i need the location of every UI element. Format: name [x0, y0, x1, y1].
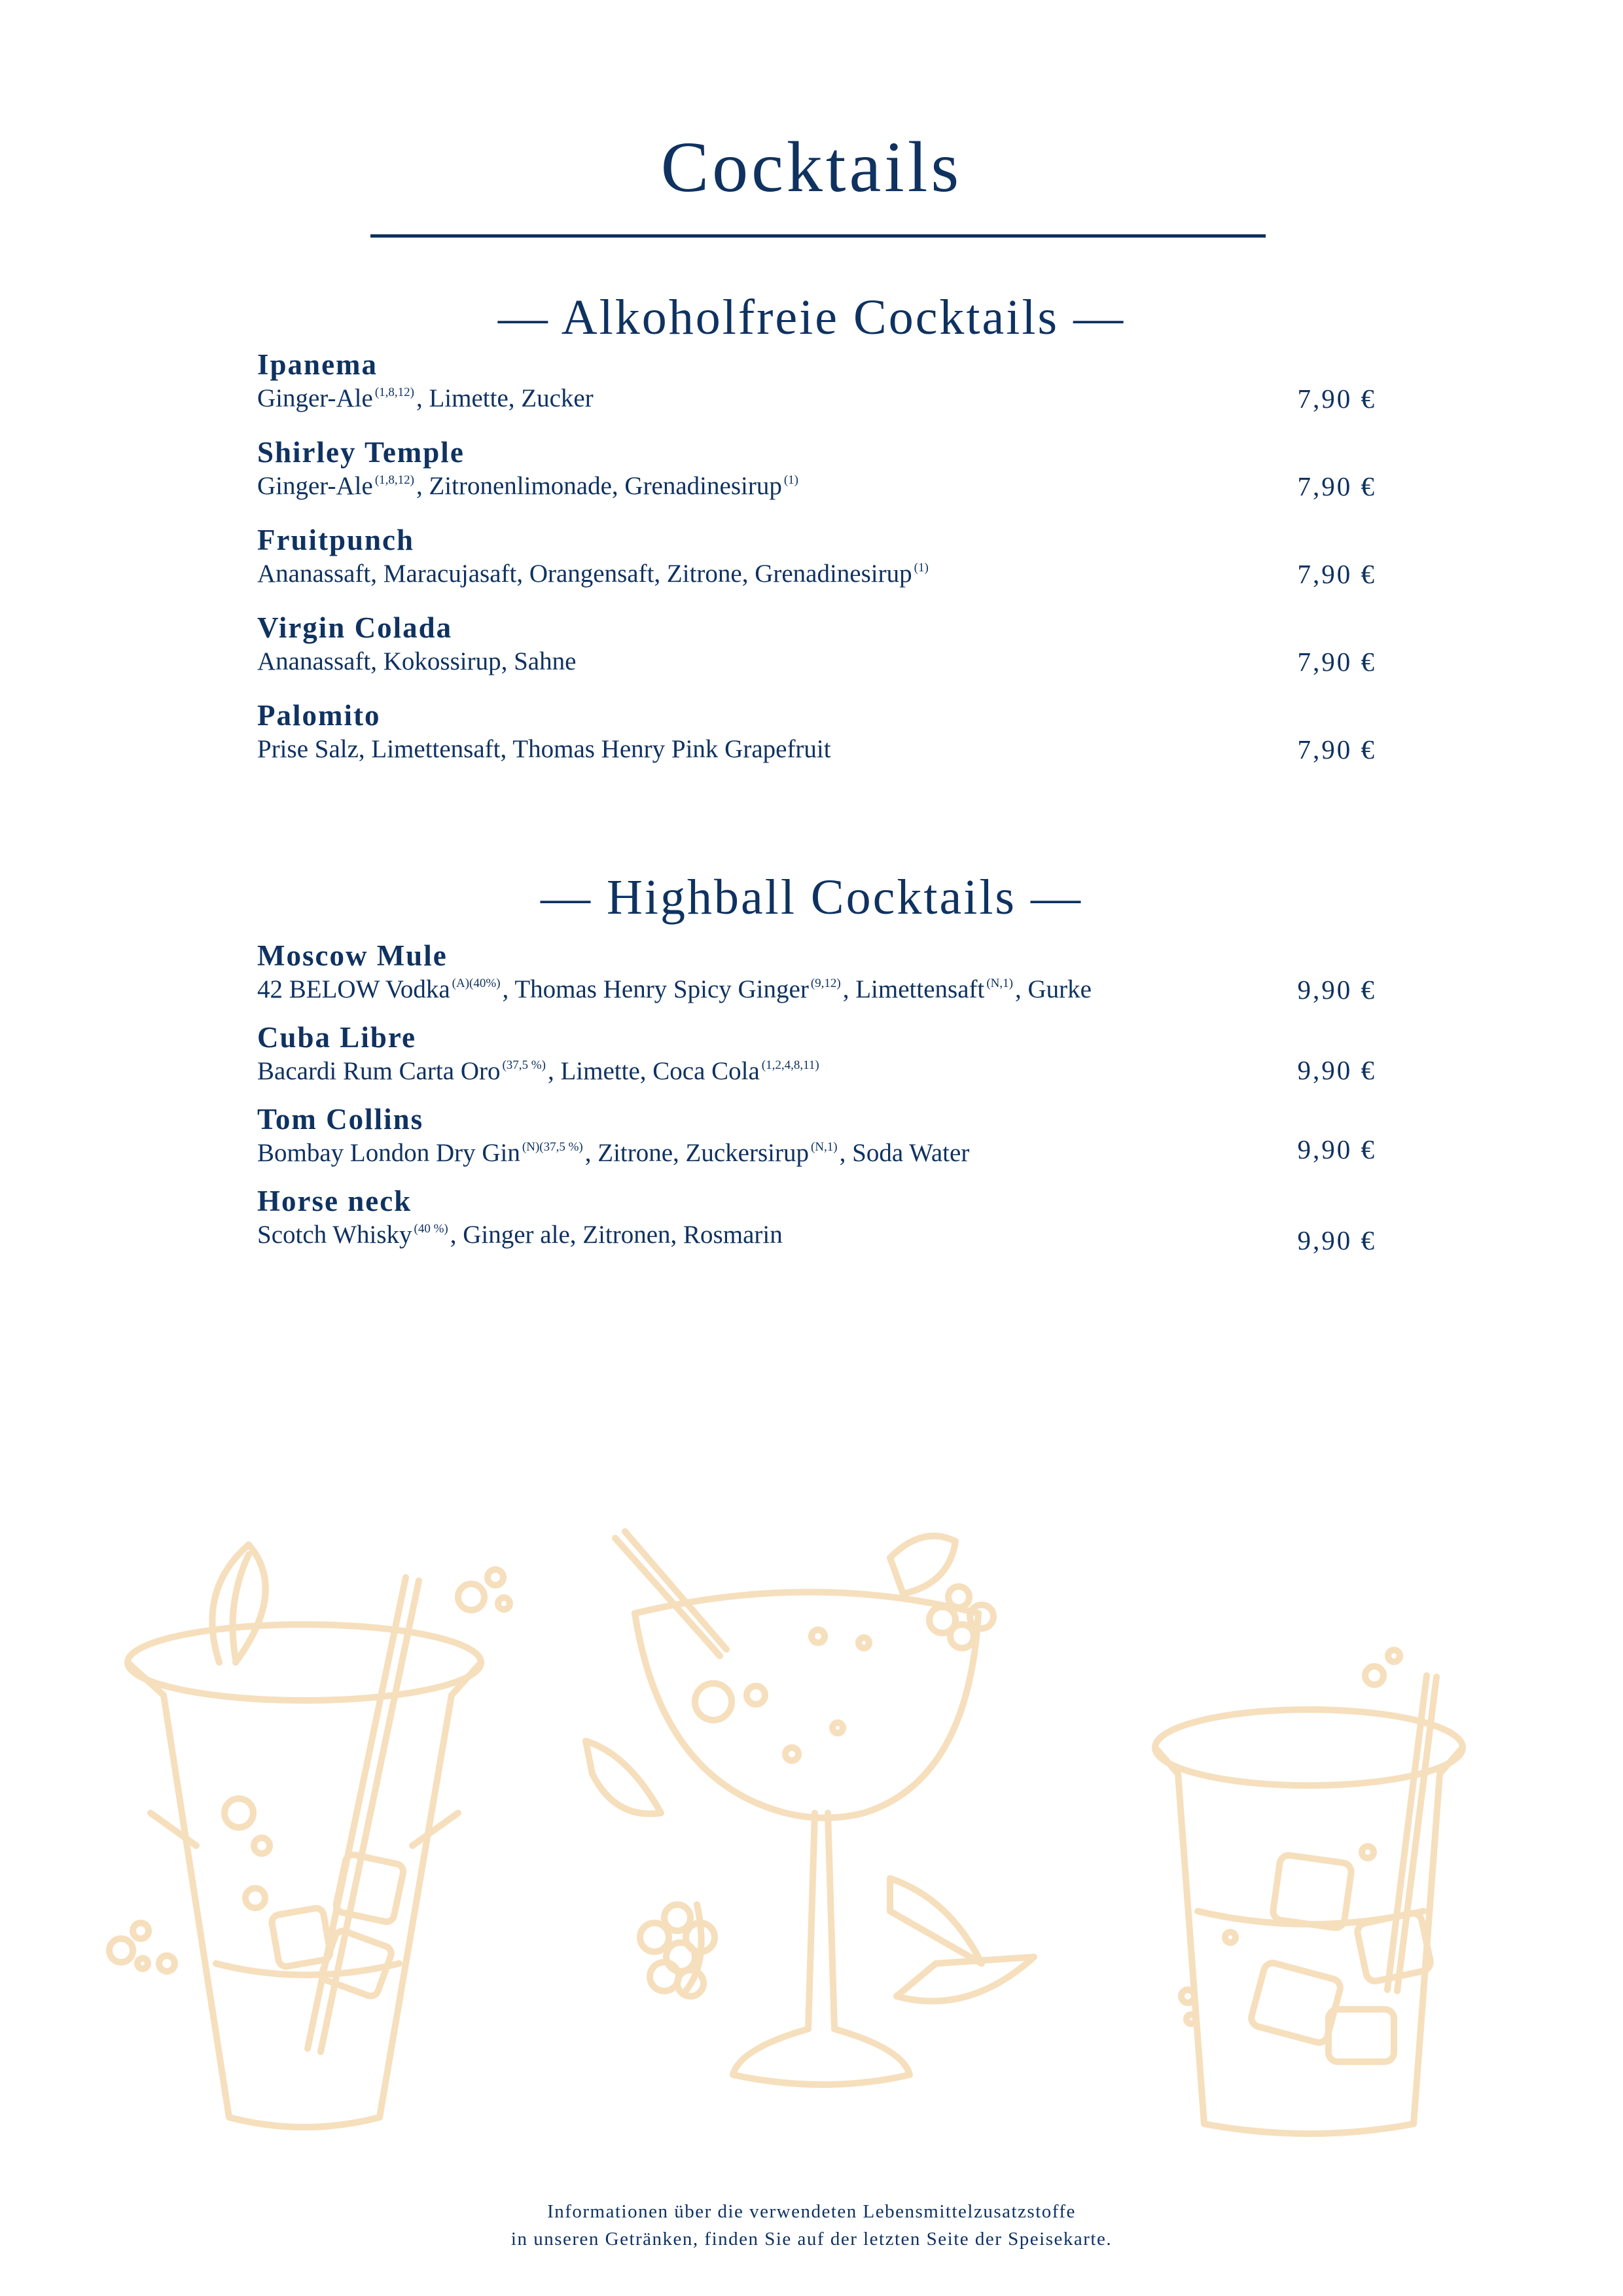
- additive-codes: (1,8,12): [374, 386, 414, 399]
- section-heading-highball: — Highball Cocktails —: [540, 870, 1083, 925]
- section-heading-alkoholfrei: — Alkoholfreie Cocktails —: [497, 290, 1126, 345]
- description-text: , Zitrone, Zuckersirup: [584, 1139, 809, 1167]
- item-price: 7,90 €: [1297, 734, 1376, 764]
- page-title: Cocktails: [660, 127, 963, 207]
- item-name: Fruitpunch: [257, 524, 415, 556]
- item-price: 7,90 €: [1297, 647, 1376, 677]
- item-name: Tom Collins: [257, 1103, 424, 1136]
- item-description: [257, 1219, 783, 1251]
- item-name: Shirley Temple: [257, 436, 465, 469]
- item-price: 9,90 €: [1297, 1055, 1376, 1085]
- highball-glass-icon: [109, 1545, 510, 2127]
- item-price: 7,90 €: [1297, 471, 1376, 501]
- description-text: Ginger-Ale: [257, 472, 373, 500]
- additive-codes: (N)(37,5 %): [522, 1140, 583, 1154]
- whisky-glass-icon: [1155, 1650, 1463, 2134]
- item-name: Palomito: [257, 699, 381, 732]
- item-description: [257, 1137, 969, 1170]
- menu-item: [257, 938, 1376, 1010]
- additive-codes: (40 %): [414, 1222, 448, 1236]
- description-text: , Limette, Coca Cola: [547, 1057, 760, 1085]
- description-text: Prise Salz, Limettensaft, Thomas Henry Pink Grapefruit: [257, 735, 831, 763]
- footer-note: [0, 2198, 1623, 2253]
- menu-item: [257, 1183, 1376, 1255]
- item-price: 9,90 €: [1297, 1225, 1376, 1255]
- cocktail-illustrations: [0, 1505, 1623, 2160]
- additive-codes: (A)(40%): [452, 977, 501, 990]
- additive-codes: (37,5 %): [502, 1058, 546, 1072]
- item-name: Virgin Colada: [257, 611, 453, 644]
- item-name: Moscow Mule: [257, 939, 448, 972]
- additive-codes: (N,1): [810, 1140, 838, 1154]
- description-text: Scotch Whisky: [257, 1221, 412, 1249]
- description-text: Ginger-Ale: [257, 384, 373, 412]
- item-price: 9,90 €: [1297, 975, 1376, 1005]
- item-description: [257, 733, 831, 766]
- item-name: Horse neck: [257, 1185, 412, 1217]
- item-description: [257, 470, 800, 503]
- item-name: Cuba Libre: [257, 1021, 416, 1054]
- description-text: , Soda Water: [839, 1139, 970, 1167]
- item-price: 7,90 €: [1297, 559, 1376, 589]
- additive-codes: (1,8,12): [374, 473, 414, 487]
- description-text: Bacardi Rum Carta Oro: [257, 1057, 501, 1085]
- menu-item: [257, 435, 1376, 507]
- item-description: [257, 645, 576, 678]
- additive-codes: (1): [783, 473, 798, 487]
- menu-item: [257, 1020, 1376, 1092]
- item-description: [257, 558, 931, 590]
- description-text: 42 BELOW Vodka: [257, 975, 450, 1003]
- additive-codes: (9,12): [810, 977, 841, 990]
- description-text: , Gurke: [1014, 975, 1092, 1003]
- item-description: [257, 382, 594, 415]
- menu-item: [257, 610, 1376, 682]
- title-divider: [370, 234, 1266, 238]
- menu-item: [257, 1102, 1376, 1174]
- description-text: Ananassaft, Maracujasaft, Orangensaft, Zitrone, Grenadinesirup: [257, 560, 912, 588]
- description-text: Bombay London Dry Gin: [257, 1139, 520, 1167]
- additive-codes: (N,1): [986, 977, 1013, 990]
- menu-item: [257, 347, 1376, 419]
- description-text: , Limettensaft: [842, 975, 985, 1003]
- footer-line-1: Informationen über die verwendeten Lebensmittelzusatzstoffe: [547, 2201, 1076, 2222]
- menu-item: [257, 698, 1376, 770]
- item-price: 7,90 €: [1297, 384, 1376, 414]
- description-text: Ananassaft, Kokossirup, Sahne: [257, 647, 577, 675]
- item-name: Ipanema: [257, 348, 378, 381]
- menu-item: [257, 522, 1376, 594]
- description-text: , Thomas Henry Spicy Ginger: [502, 975, 809, 1003]
- item-price: 9,90 €: [1297, 1134, 1376, 1164]
- item-description: [257, 1055, 821, 1088]
- description-text: , Ginger ale, Zitronen, Rosmarin: [450, 1221, 783, 1249]
- description-text: , Limette, Zucker: [416, 384, 594, 412]
- coupe-glass-icon: [586, 1532, 1034, 2085]
- additive-codes: (1,2,4,8,11): [761, 1058, 819, 1072]
- footer-line-2: in unseren Getränken, finden Sie auf der letzten Seite der Speisekarte.: [510, 2229, 1113, 2250]
- additive-codes: (1): [914, 561, 929, 575]
- description-text: , Zitronenlimonade, Grenadinesirup: [416, 472, 782, 500]
- item-description: [257, 973, 1092, 1006]
